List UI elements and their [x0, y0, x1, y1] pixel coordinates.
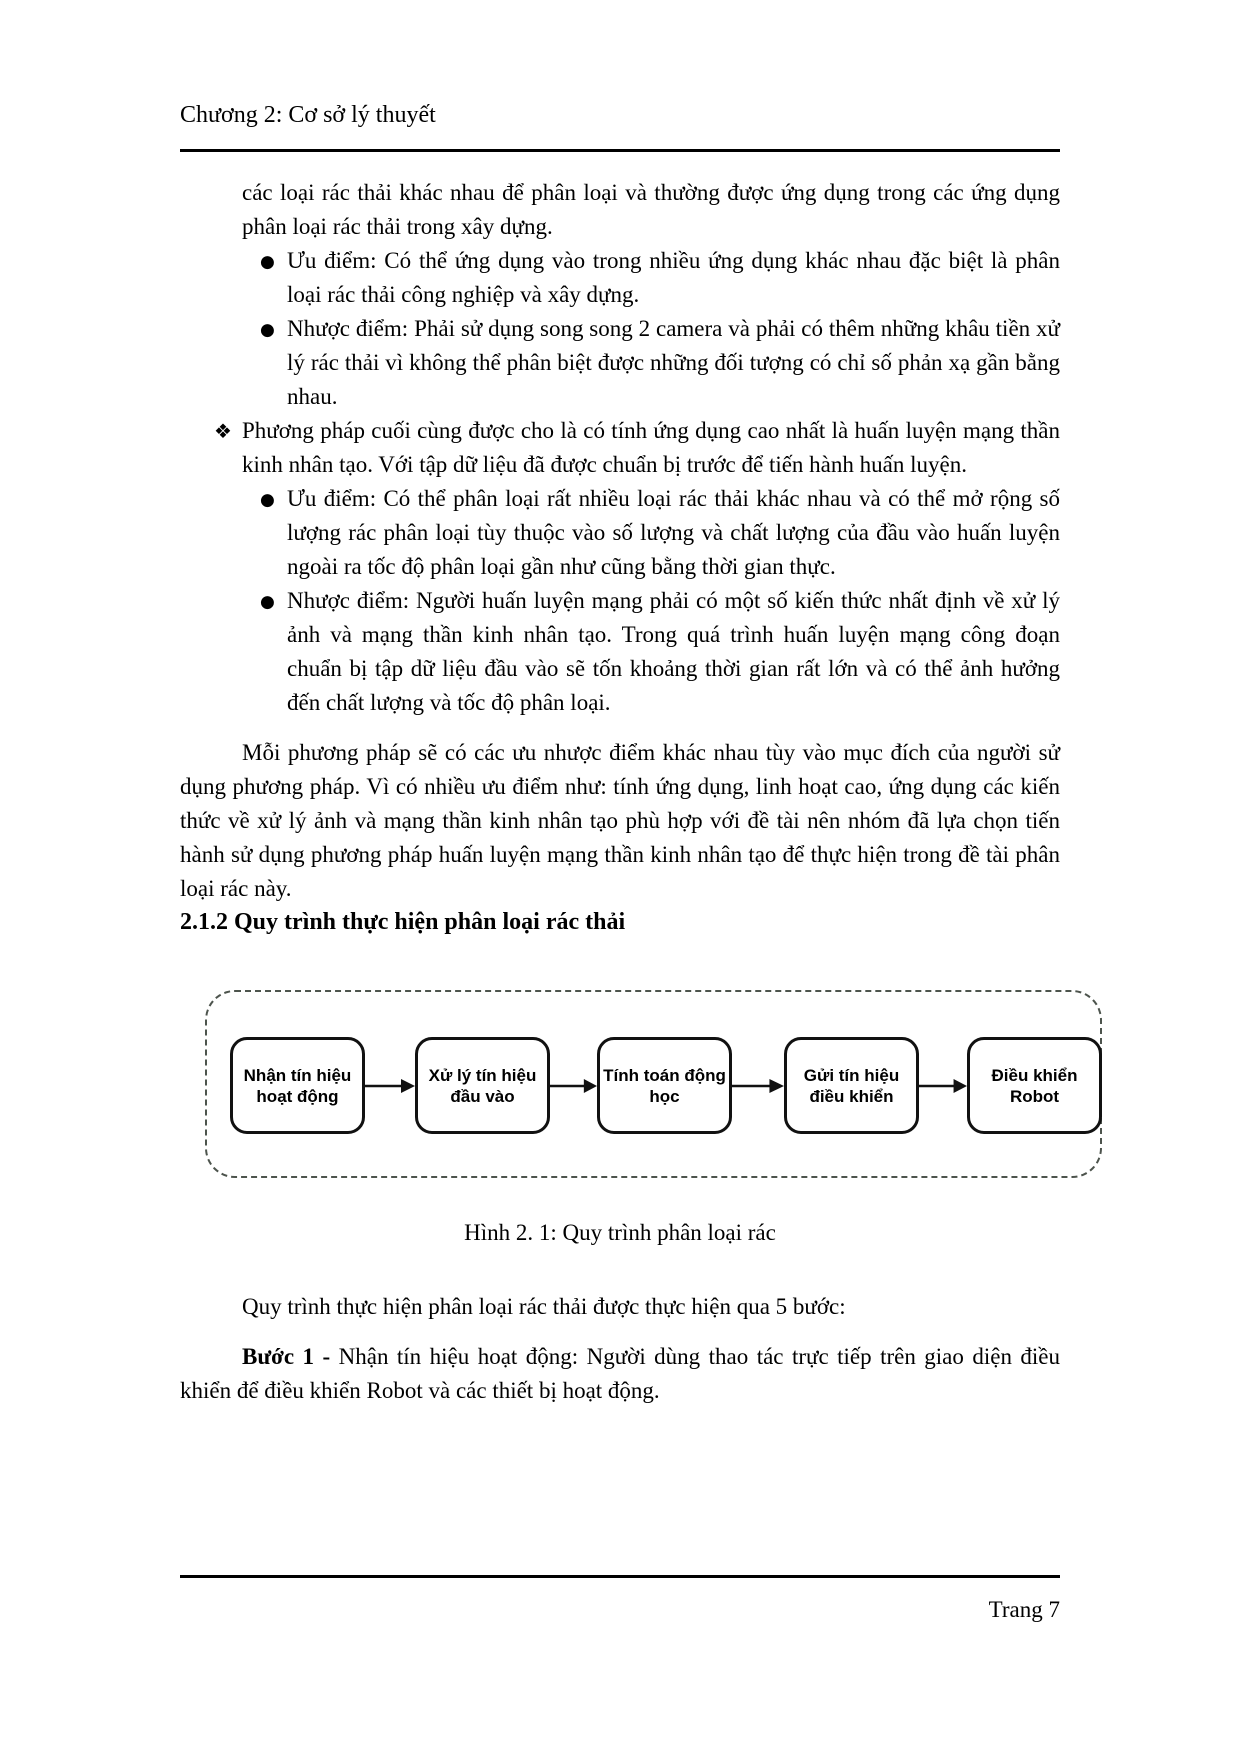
flowchart-step-label: hoạt động: [256, 1086, 339, 1106]
list-item: [180, 244, 1060, 312]
list-item-text: Nhược điểm: Phải sử dụng song song 2 camera và phải có thêm những khâu tiền xử lý rác thải vì không thể phân biệt được những đối tượng có chỉ số phản xạ gần bằng nhau.: [287, 316, 1060, 409]
list-item: [180, 312, 1060, 414]
arrow-right-icon: [732, 1077, 784, 1095]
step1-text: Nhận tín hiệu hoạt động: Người dùng thao tác trực tiếp trên giao diện điều khiển để điều khiển Robot và các thiết bị hoạt động.: [180, 1344, 1060, 1403]
bullet-icon: ●: [260, 320, 275, 340]
figure: [180, 990, 1078, 1250]
list-item: [180, 414, 1060, 482]
list-item-text: Phương pháp cuối cùng được cho là có tính ứng dụng cao nhất là huấn luyện mạng thần kinh nhân tạo. Với tập dữ liệu đã được chuẩn bị trước để tiến hành huấn luyện.: [242, 418, 1060, 477]
bullet-icon: ●: [260, 252, 275, 272]
flowchart-step-label: Tính toán động: [603, 1065, 726, 1085]
flowchart-step-label: Xử lý tín hiệu: [428, 1065, 537, 1085]
flowchart-step-receive-signal: [230, 1037, 365, 1134]
paragraph-conclusion: Mỗi phương pháp sẽ có các ưu nhược điểm khác nhau tùy vào mục đích của người sử dụng phương pháp. Vì có nhiều ưu điểm như: tính ứng dụng, linh hoạt cao, ứng dụng các kiến thức về xử lý ảnh và mạng thần kinh nhân tạo phù hợp với đề tài nên nhóm đã lựa chọn tiến hành sử dụng phương pháp huấn luyện mạng thần kinh nhân tạo để thực hiện trong đề tài phân loại rác này.: [180, 740, 1060, 901]
paragraph-step1: [180, 1340, 1060, 1408]
arrow-right-icon: [365, 1077, 415, 1095]
bullet-icon: ●: [260, 490, 275, 510]
list-item-text: Ưu điểm: Có thể ứng dụng vào trong nhiều ứng dụng khác nhau đặc biệt là phân loại rác thải công nghiệp và xây dựng.: [287, 248, 1060, 307]
page-footer: [180, 1575, 1060, 1625]
flowchart-step-send-control: [784, 1037, 919, 1134]
flowchart-step-label: đầu vào: [450, 1086, 515, 1106]
chapter-header-title: Chương 2: Cơ sở lý thuyết: [180, 102, 436, 128]
flowchart-step-label: điều khiển: [809, 1086, 894, 1106]
flowchart-step-control-robot: [967, 1037, 1102, 1134]
arrow-right-icon: [919, 1077, 967, 1095]
page-number: Trang 7: [988, 1597, 1060, 1622]
bullet-icon: ●: [260, 592, 275, 612]
flowchart-step-kinematics: [597, 1037, 732, 1134]
list-item-text: Ưu điểm: Có thể phân loại rất nhiều loại rác thải khác nhau và có thể mở rộng số lượng rác phân loại tùy thuộc vào số lượng và chất lượng của đầu vào huấn luyện ngoài ra tốc độ phân loại gần như cũng bằng thời gian thực.: [287, 486, 1060, 579]
diamond-bullet-icon: ❖: [214, 419, 232, 443]
arrow-right-icon: [550, 1077, 597, 1095]
list-item-text: Nhược điểm: Người huấn luyện mạng phải có một số kiến thức nhất định về xử lý ảnh và mạng thần kinh nhân tạo. Trong quá trình huấn luyện mạng công đoạn chuẩn bị tập dữ liệu đầu vào sẽ tốn khoảng thời gian rất lớn và có thể ảnh hưởng đến chất lượng và tốc độ phân loại.: [287, 588, 1060, 715]
flowchart-step-label: Nhận tín hiệu: [243, 1065, 352, 1085]
paragraph-continuation: các loại rác thải khác nhau để phân loại và thường được ứng dụng trong các ứng dụng phân loại rác thải trong xây dựng.: [242, 180, 1060, 239]
flowchart-step-label: Gửi tín hiệu: [803, 1065, 900, 1085]
list-item: [180, 482, 1060, 584]
section-heading: 2.1.2 Quy trình thực hiện phân loại rác thải: [180, 909, 626, 935]
page-header: [180, 100, 1060, 152]
flowchart-step-label: Điều khiển: [991, 1065, 1078, 1085]
list-item: [180, 584, 1060, 720]
step1-label: Bước 1 -: [242, 1344, 331, 1369]
figure-caption: Hình 2. 1: Quy trình phân loại rác: [464, 1220, 776, 1245]
flowchart-step-process-input: [415, 1037, 550, 1134]
flowchart-step-label: học: [649, 1086, 680, 1106]
page-body: [180, 176, 1078, 1408]
flowchart-step-label: Robot: [1009, 1086, 1060, 1106]
flowchart-container: [205, 990, 1102, 1178]
paragraph-steps-intro: Quy trình thực hiện phân loại rác thải được thực hiện qua 5 bước:: [242, 1294, 846, 1319]
